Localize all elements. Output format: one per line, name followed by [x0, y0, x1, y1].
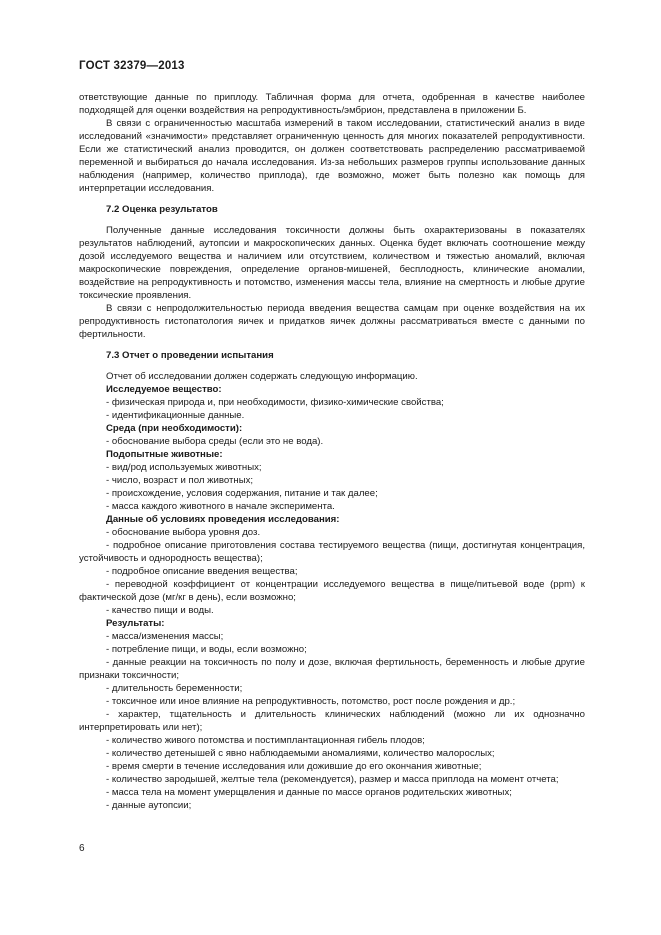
list-item: - характер, тщательность и длительность клинических наблюдений (можно ли их однозначно интерпретировать или нет); — [79, 709, 585, 733]
group-label: Данные об условиях проведения исследования: — [106, 514, 340, 525]
list-item: - количество детенышей с явно наблюдаемыми аномалиями, количество малорослых; — [106, 748, 495, 759]
section-title-7-3: 7.3 Отчет о проведении испытания — [106, 350, 274, 361]
list-item: - данные реакции на токсичность по полу и дозе, включая фертильность, беременность и любые другие признаки токсичности; — [79, 657, 585, 681]
list-item: - вид/род используемых животных; — [106, 462, 262, 473]
section-paragraph: Полученные данные исследования токсичности должны быть охарактеризованы в показателях результатов наблюдений, аутопсии и макроскопических данных. Оценка будет включать соотношение между дозой исследуемого вещества и наличием или отсутствием, количеством и тяжестью аномалий, включая макроскопические повреждения, определение органов-мишеней, бесплодность, клинические аномалии, воздействие на репродуктивность и потомство, изменения массы тела, влияние на смертность и любые другие токсические проявления. — [79, 225, 585, 301]
list-item: - обоснование выбора среды (если это не вода). — [106, 436, 324, 447]
section-paragraph: В связи с непродолжительностью периода введения вещества самцам при оценке воздействия на их репродуктивность гистопатология яичек и придатков яичек должны рассматриваться вместе с данными по фертильности. — [79, 303, 585, 340]
page-number: 6 — [79, 843, 85, 854]
list-item: - обоснование выбора уровня доз. — [106, 527, 261, 538]
list-item: - число, возраст и пол животных; — [106, 475, 254, 486]
intro-paragraph: ответствующие данные по приплоду. Табличная форма для отчета, одобренная в качестве наиболее подходящей для оценки воздействия на репродуктивность/эмбрион, представлена в приложении Б. — [79, 92, 585, 116]
list-item: - данные аутопсии; — [106, 800, 192, 811]
list-item: - масса/изменения массы; — [106, 631, 224, 642]
list-item: - переводной коэффициент от концентрации исследуемого вещества в пище/питьевой воде (ppm) к фактической дозе (мг/кг в день), если возможно; — [79, 579, 585, 603]
list-item: - масса тела на момент умерщвления и данные по массе органов родительских животных; — [106, 787, 512, 798]
list-item: - подробное описание введения вещества; — [106, 566, 298, 577]
list-item: - происхождение, условия содержания, питание и так далее; — [106, 488, 378, 499]
list-item: - идентификационные данные. — [106, 410, 245, 421]
list-item: - подробное описание приготовления состава тестируемого вещества (пищи, достигнутая концентрация, устойчивость и однородность вещества); — [79, 540, 585, 564]
list-item: - масса каждого животного в начале эксперимента. — [106, 501, 335, 512]
section-title-7-2: 7.2 Оценка результатов — [106, 204, 218, 215]
group-label: Подопытные животные: — [106, 449, 223, 460]
group-label: Исследуемое вещество: — [106, 384, 222, 395]
list-item: - количество зародышей, желтые тела (рекомендуется), размер и масса приплода на момент отчета; — [106, 774, 559, 785]
list-item: - качество пищи и воды. — [106, 605, 214, 616]
group-label: Результаты: — [106, 618, 165, 629]
list-item: - физическая природа и, при необходимости, физико-химические свойства; — [106, 397, 444, 408]
list-item: - потребление пищи, и воды, если возможно; — [106, 644, 307, 655]
list-item: - время смерти в течение исследования или дожившие до его окончания животные; — [106, 761, 482, 772]
group-label: Среда (при необходимости): — [106, 423, 243, 434]
list-item: - длительность беременности; — [106, 683, 243, 694]
document-body — [79, 91, 585, 812]
intro-paragraph: В связи с ограниченностью масштаба измерений в таком исследовании, статистический анализ в виде исследований «значимости» представляет ограниченную ценность для многих показателей репродуктивности. Если же статистический анализ проводится, он должен соответствовать распределению рассматриваемой переменной и выбираться до начала исследования. Из-за небольших размеров группы использование данных наблюдения (например, количество приплода), где возможно, может быть полезно как помощь для интерпретации исследования. — [79, 118, 585, 194]
document-header: ГОСТ 32379—2013 — [79, 60, 185, 72]
list-item: - количество живого потомства и постимплантационная гибель плодов; — [106, 735, 425, 746]
list-item: - токсичное или иное влияние на репродуктивность, потомство, рост после рождения и др.; — [106, 696, 516, 707]
section-intro: Отчет об исследовании должен содержать следующую информацию. — [106, 371, 418, 382]
